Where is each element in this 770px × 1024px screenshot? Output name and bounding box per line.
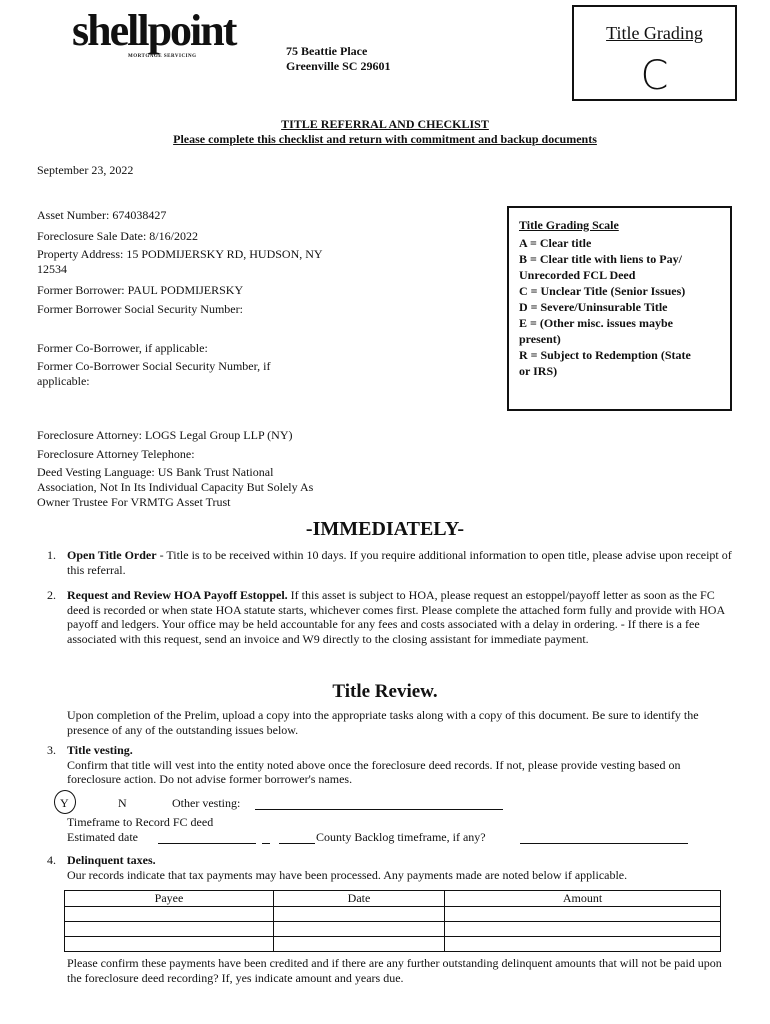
property-address-line-1: Property Address: 15 PODMIJERSKY RD, HUDSON, NY (37, 247, 323, 261)
table-cell[interactable] (445, 907, 721, 922)
table-row (65, 922, 721, 937)
logo-subtitle: MORTGAGE SERVICING (128, 54, 197, 59)
title-review-intro: Upon completion of the Prelim, upload a copy into the appropriate tasks along with a copy of this document. Be sure to identify the presence of any of the outstanding issues below. (67, 708, 699, 737)
table-cell[interactable] (65, 937, 274, 952)
property-address-line-2: 12534 (37, 262, 67, 276)
table-cell[interactable] (65, 922, 274, 937)
document-title: TITLE REFERRAL AND CHECKLIST (281, 117, 489, 131)
title-grade-value: C (640, 53, 669, 99)
item-text (67, 548, 737, 577)
document-date: September 23, 2022 (37, 163, 134, 177)
table-header-row (65, 891, 721, 907)
grading-scale-box (507, 206, 732, 411)
county-backlog-field[interactable] (520, 830, 688, 844)
column-header-amount: Amount (445, 891, 721, 907)
immediately-heading: -IMMEDIATELY- (305, 518, 465, 540)
asset-number: Asset Number: 674038427 (37, 208, 167, 222)
co-borrower-ssn-line-1: Former Co-Borrower Social Security Number, if (37, 359, 271, 373)
item-text (67, 743, 737, 787)
timeframe-label: Timeframe to Record FC deed (67, 815, 214, 829)
co-borrower: Former Co-Borrower, if applicable: (37, 341, 208, 355)
table-row (65, 937, 721, 952)
item-text (67, 853, 737, 882)
estimated-date-field[interactable] (158, 830, 256, 844)
item-body: If this asset is subject to HOA, please request an estoppel/payoff letter as soon as the FC deed is recorded or when state HOA statute starts, whichever comes first. Please complete the attached form fully and provide with HOA payoff and ledgers. Your office may be held accountable for any fees and costs associated with a delay in ordering. - If there is a fee associated with this request, send an invoice and W9 directly to the closing assistant for immediate payment. (67, 588, 725, 646)
title-grading-label: Title Grading (606, 23, 703, 43)
item-number: 3. (47, 743, 56, 757)
item-number: 4. (47, 853, 56, 867)
item-number: 1. (47, 548, 56, 562)
scale-r-2: or IRS) (519, 364, 558, 378)
item-body: Our records indicate that tax payments may have been processed. Any payments made are noted below if applicable. (67, 867, 628, 882)
column-header-date: Date (274, 891, 445, 907)
tax-payments-table (64, 890, 721, 952)
vesting-line-2: Association, Not In Its Individual Capacity But Solely As (37, 480, 314, 494)
co-borrower-ssn (37, 359, 270, 389)
item-delinquent-taxes (47, 853, 737, 887)
scale-c: C = Unclear Title (Senior Issues) (519, 284, 686, 298)
grading-scale-title: Title Grading Scale (519, 218, 619, 232)
item-title-vesting (47, 743, 737, 789)
closing-instructions: Please confirm these payments have been credited and if there are any further outstanding delinquent amounts that will not be paid upon the foreclosure deed recording? If, yes indicate amount and years due. (67, 956, 722, 985)
scale-a: A = Clear title (519, 236, 592, 250)
address-line-2: Greenville SC 29601 (286, 59, 391, 73)
vesting-no[interactable]: N (118, 796, 127, 810)
scale-b-1: B = Clear title with liens to Pay/ (519, 252, 682, 266)
table-cell[interactable] (445, 937, 721, 952)
vesting-line-1: Deed Vesting Language: US Bank Trust National (37, 465, 274, 479)
county-blank-line[interactable] (279, 830, 315, 844)
column-header-payee: Payee (65, 891, 274, 907)
former-borrower-ssn: Former Borrower Social Security Number: (37, 302, 243, 316)
table-cell[interactable] (445, 922, 721, 937)
item-open-title-order (47, 548, 737, 578)
table-row (65, 907, 721, 922)
vesting-yes[interactable]: Y (60, 796, 69, 810)
property-address (37, 247, 323, 277)
former-borrower: Former Borrower: PAUL PODMIJERSKY (37, 283, 244, 297)
attorney-telephone: Foreclosure Attorney Telephone: (37, 447, 195, 461)
item-body: - Title is to be received within 10 days. If you require additional information to open title, please advise upon receipt of this referral. (67, 548, 732, 577)
item-number: 2. (47, 588, 56, 602)
scale-b-2: Unrecorded FCL Deed (519, 268, 636, 282)
other-vesting-label: Other vesting: (172, 796, 241, 810)
shellpoint-logo: shellpoint (72, 6, 236, 55)
foreclosure-attorney: Foreclosure Attorney: LOGS Legal Group LLP (NY) (37, 428, 293, 442)
other-vesting-field[interactable] (255, 796, 503, 810)
title-grading-box (572, 5, 737, 101)
sale-date: Foreclosure Sale Date: 8/16/2022 (37, 229, 198, 243)
item-bold-label: Open Title Order (67, 548, 157, 562)
address-line-1: 75 Beattie Place (286, 44, 368, 58)
item-bold-label: Delinquent taxes. (67, 853, 156, 867)
county-backlog-label: County Backlog timeframe, if any? (316, 830, 486, 844)
item-text (67, 588, 737, 646)
table-cell[interactable] (274, 922, 445, 937)
co-borrower-ssn-line-2: applicable: (37, 374, 90, 388)
document-subtitle: Please complete this checklist and return with commitment and backup documents (173, 132, 597, 146)
item-hoa-payoff (47, 588, 737, 668)
item-bold-label: Title vesting. (67, 743, 133, 757)
vesting-line-3: Owner Trustee For VRMTG Asset Trust (37, 495, 231, 509)
table-cell[interactable] (65, 907, 274, 922)
estimated-date-label: Estimated date (67, 830, 138, 844)
title-review-heading: Title Review. (332, 681, 438, 702)
scale-d: D = Severe/Uninsurable Title (519, 300, 668, 314)
scale-e-1: E = (Other misc. issues maybe (519, 316, 673, 330)
company-address (286, 44, 390, 74)
scale-e-2: present) (519, 332, 561, 346)
date-separator-line (262, 830, 270, 844)
deed-vesting-language (37, 465, 313, 510)
item-bold-label: Request and Review HOA Payoff Estoppel. (67, 588, 288, 602)
table-cell[interactable] (274, 937, 445, 952)
item-body: Confirm that title will vest into the entity noted above once the foreclosure deed records. If not, please provide vesting based on foreclosure action. Do not advise former borrower's names. (67, 757, 681, 786)
table-cell[interactable] (274, 907, 445, 922)
scale-r-1: R = Subject to Redemption (State (519, 348, 691, 362)
